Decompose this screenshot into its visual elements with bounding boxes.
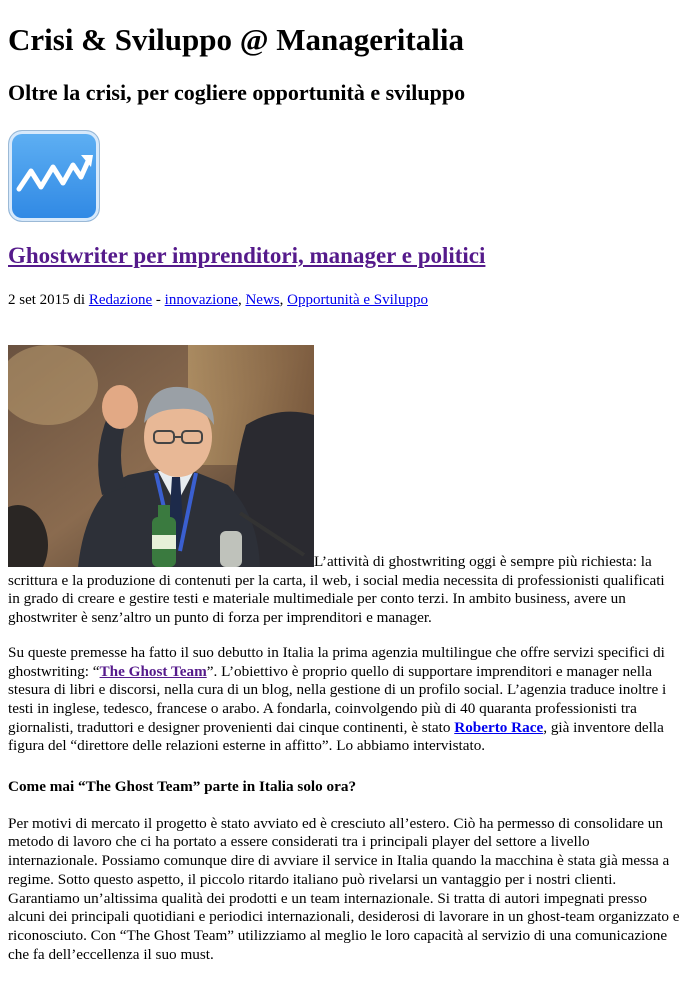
post-content: [8, 553, 680, 980]
roberto-race-link[interactable]: Roberto Race: [454, 718, 544, 736]
category-sep: ,: [237, 292, 242, 308]
post-title-link[interactable]: Ghostwriter per imprenditori, manager e politici: [8, 243, 486, 268]
post-photo: [8, 345, 314, 567]
interview-question: Come mai “The Ghost Team” parte in Italia solo ora?: [8, 778, 357, 796]
post-meta: [8, 290, 428, 310]
post-by: di: [73, 292, 86, 308]
author-link[interactable]: Redazione: [88, 292, 153, 308]
site-tagline: Oltre la crisi, per cogliere opportunità e sviluppo: [8, 80, 466, 105]
paragraph-agency-part-c: , già inventore della figura del “direttore delle relazioni esterne in affitto”. Lo abbiamo intervistato.: [8, 718, 664, 755]
paragraph-agency: [8, 644, 680, 756]
paragraph-intro: L’attività di ghostwriting oggi è sempre più richiesta: la scrittura e la produzione di contenuti per la carta, il web, i social media necessita di professionisti qualificati in grado di creare e gestire testi e materiale multimediale per conto terzi. In ambito business, avere un ghostwriter è senz’altro un punto di forza per imprenditori e manager.: [8, 553, 665, 627]
category-link-opportunita[interactable]: Opportunità e Sviluppo: [287, 292, 428, 308]
paragraph-agency-part-b: ”. L’obiettivo è proprio quello di supportare imprenditori e manager nella stesura di libri e discorsi, nella cura di un blog, nella gestione di un profilo social. L’agenzia traduce inoltre i testi in inglese, tedesco, francese o arabo. A fondarla, coinvolgendo più di 40 quaranta professionisti tra giornalisti, traduttori e designer provenienti dai cinque continenti, è stato: [8, 662, 667, 736]
category-link-news[interactable]: News: [245, 292, 280, 308]
photo-illustration: [8, 345, 314, 567]
site-title[interactable]: Crisi & Sviluppo @ Manageritalia: [8, 22, 464, 57]
category-link-innovazione[interactable]: innovazione: [164, 292, 238, 308]
paragraph-answer: Per motivi di mercato il progetto è stato avviato ed è cresciuto all’estero. Ciò ha permesso di consolidare un metodo di lavoro che ci ha portato a essere considerati tra i principali player del settore a livello internazionale. Possiamo comunque dire di avviare il service in Italia quando la macchina è stata già messa a regime. Sotto questo aspetto, il piccolo ritardo italiano può rivelarsi un vantaggio per i nostri clienti. Garantiamo un’altissima qualità dei prodotti e un team internazionale. Si tratta di autori impegnati presso alcuni dei principali quotidiani e periodici internazionali, desiderosi di lavorare in un ghost-team organizzato e riconosciuto. Con “The Ghost Team” utilizziamo al meglio le loro capacità al servizio di una comunicazione che fa dell’eccellenza il suo must.: [8, 814, 680, 963]
post-title: [8, 241, 485, 271]
chart-trend-icon[interactable]: [8, 130, 100, 222]
chart-trend-graphic: [15, 149, 95, 205]
ghost-team-link[interactable]: The Ghost Team: [99, 662, 207, 680]
meta-separator: -: [155, 292, 161, 308]
paragraph-agency-part-a: Su queste premesse ha fatto il suo debutto in Italia la prima agenzia multilingue che offre servizi specifici di ghostwriting: “: [8, 643, 665, 680]
category-sep: ,: [279, 292, 284, 308]
post-date: 2 set 2015: [8, 292, 70, 308]
